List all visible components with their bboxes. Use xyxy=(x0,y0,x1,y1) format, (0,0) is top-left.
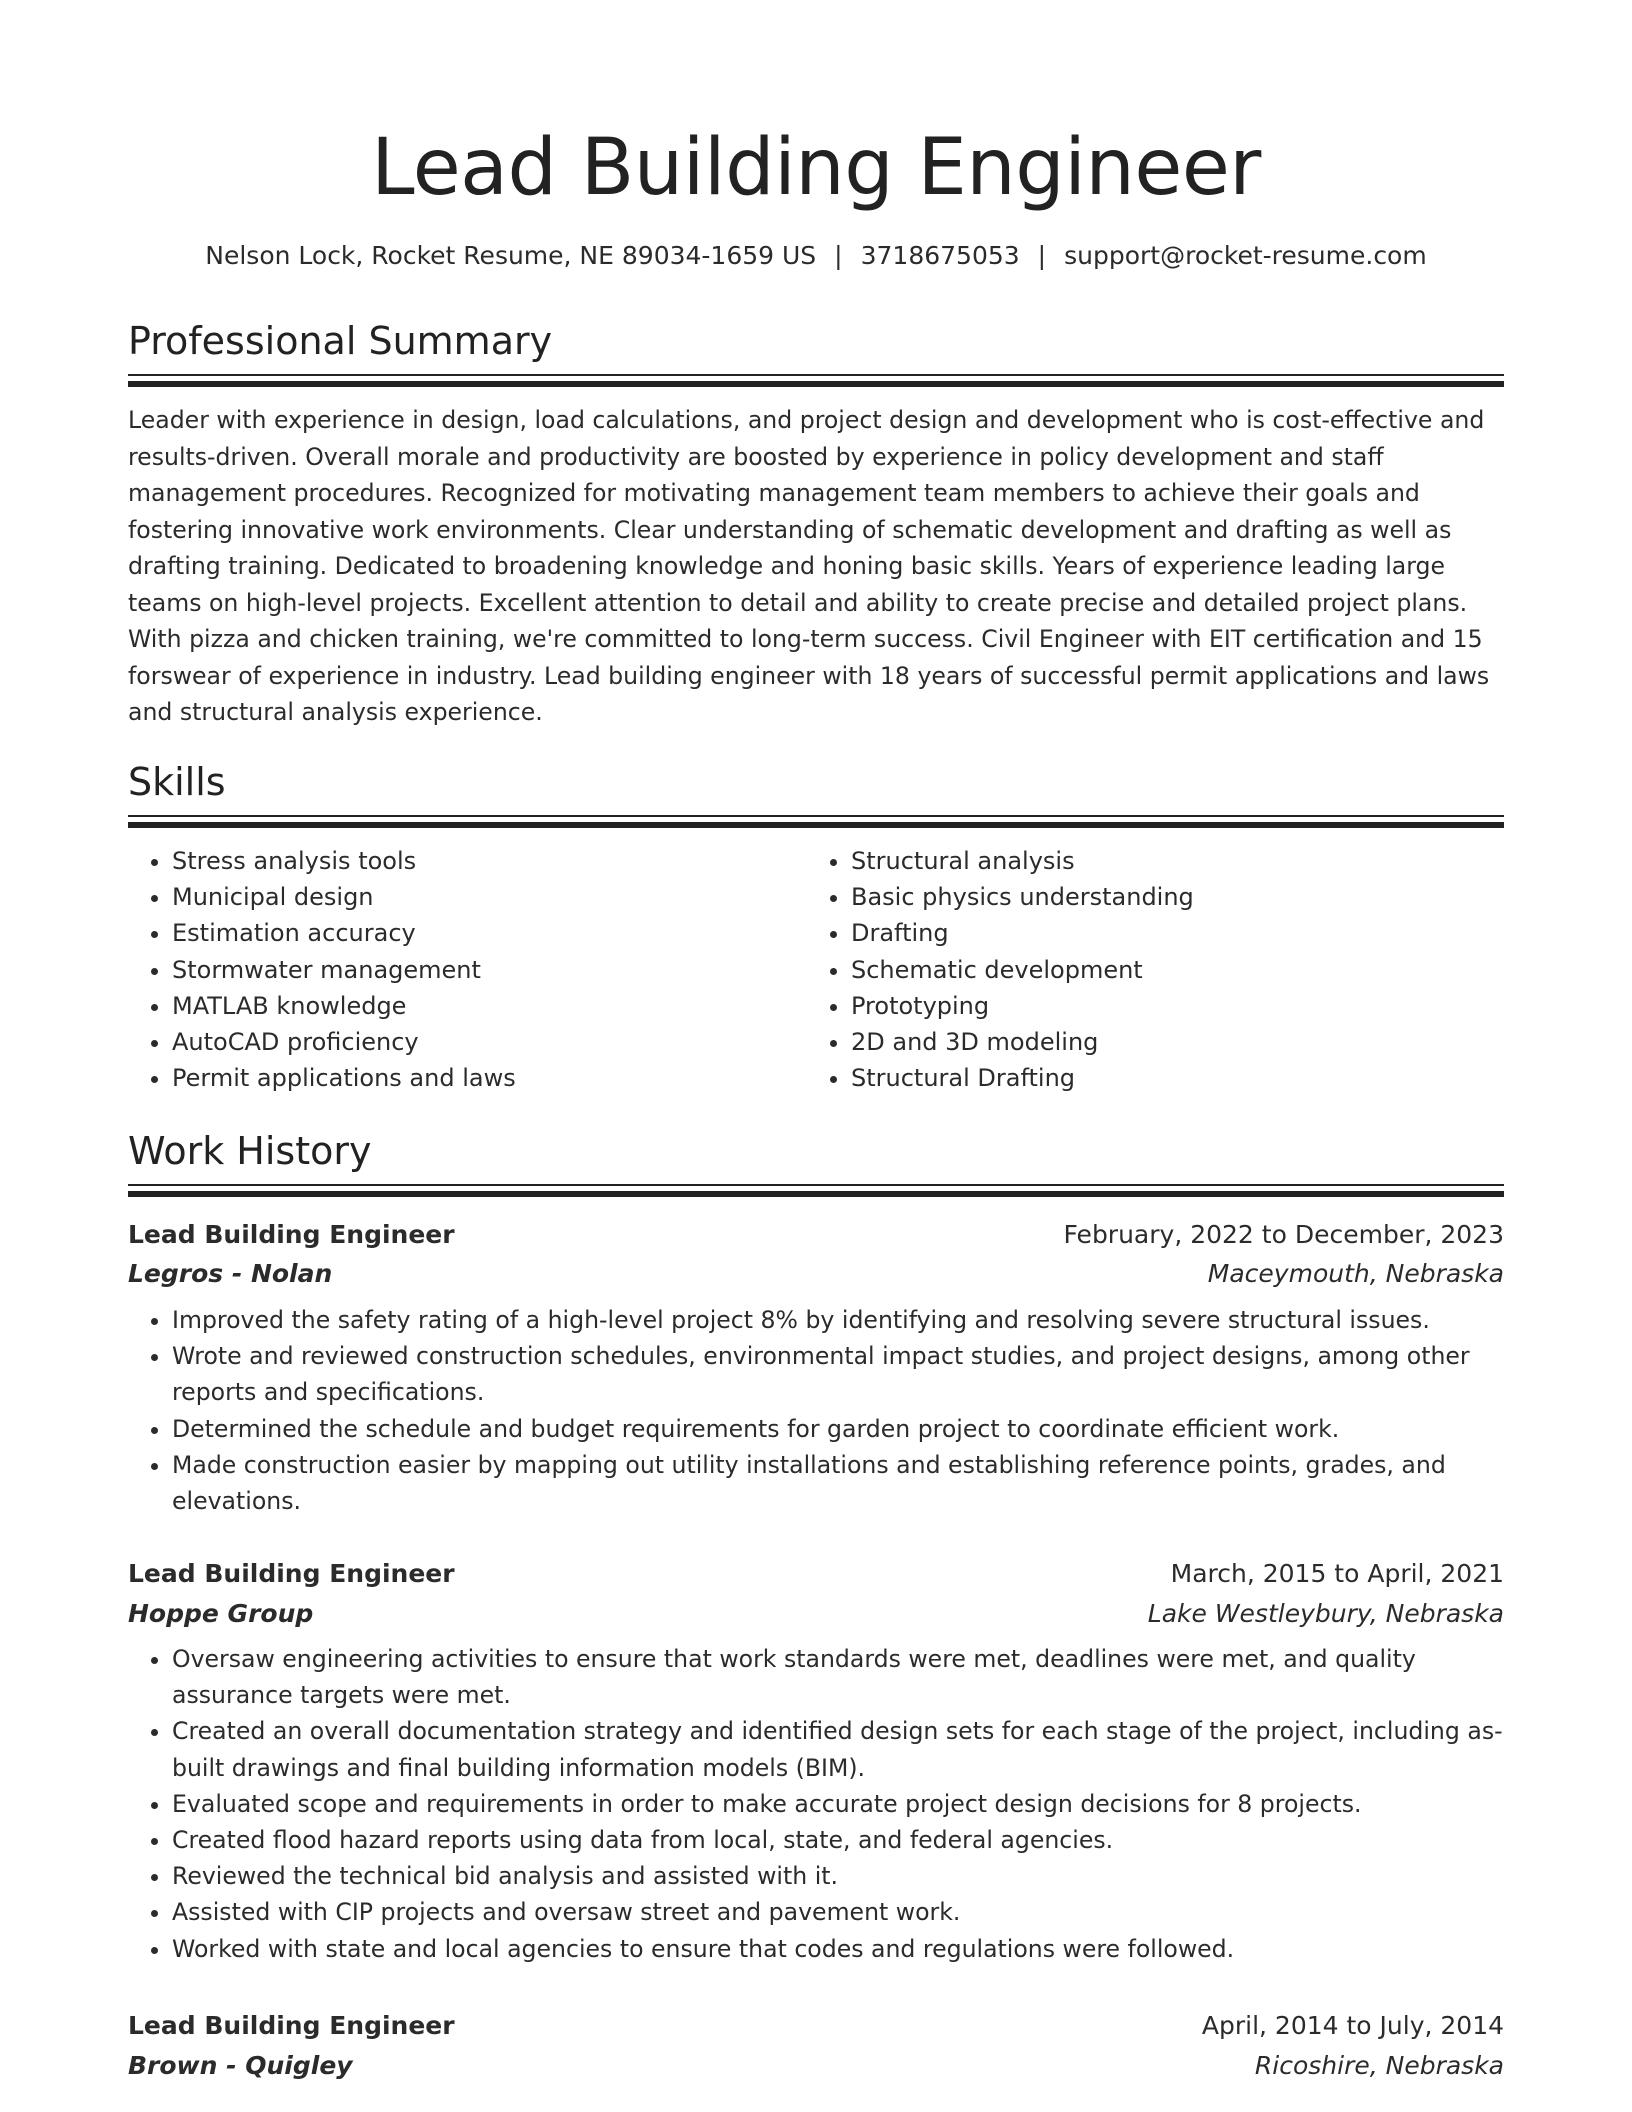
skill-item: • Schematic development xyxy=(851,952,1491,988)
skill-item: • Permit applications and laws xyxy=(172,1060,812,1096)
job-bullet: • Wrote and reviewed construction schedules, environmental impact studies, and project designs, among other reports and specifications. xyxy=(172,1338,1504,1410)
skill-item: • Prototyping xyxy=(851,988,1491,1024)
job-company: Brown - Quigley xyxy=(128,2051,353,2080)
skill-item: • MATLAB knowledge xyxy=(172,988,812,1024)
work-history-heading: Work History xyxy=(128,1129,372,1173)
resume-title: Lead Building Engineer xyxy=(371,123,1261,213)
job-location: Lake Westleybury, Nebraska xyxy=(1147,1599,1504,1628)
job-dates: March, 2015 to April, 2021 xyxy=(1170,1559,1504,1588)
summary-heading: Professional Summary xyxy=(128,319,553,363)
job-location: Maceymouth, Nebraska xyxy=(1207,1259,1504,1288)
contact-separator: | xyxy=(834,241,843,270)
skills-heading: Skills xyxy=(128,760,226,804)
job-title: Lead Building Engineer xyxy=(128,2011,455,2040)
skill-item: • 2D and 3D modeling xyxy=(851,1024,1491,1060)
skill-item: • Municipal design xyxy=(172,879,812,915)
job-bullet: • Evaluated scope and requirements in order to make accurate project design decisions for 8 projects. xyxy=(172,1786,1504,1822)
job-company: Legros - Nolan xyxy=(128,1259,333,1288)
skills-list-right xyxy=(807,843,1491,1096)
job-bullet: • Assisted with CIP projects and oversaw street and pavement work. xyxy=(172,1894,1504,1930)
contact-phone: 3718675053 xyxy=(860,241,1020,270)
job-bullet: • Worked with state and local agencies to ensure that codes and regulations were followed. xyxy=(172,1931,1504,1967)
job-location: Ricoshire, Nebraska xyxy=(1254,2051,1504,2080)
skill-item: • AutoCAD proficiency xyxy=(172,1024,812,1060)
contact-email: support@rocket-resume.com xyxy=(1064,241,1427,270)
skill-item: • Structural analysis xyxy=(851,843,1491,879)
job-bullets xyxy=(128,1641,1504,1967)
job-bullet: • Reviewed the technical bid analysis and assisted with it. xyxy=(172,1858,1504,1894)
skill-item: • Structural Drafting xyxy=(851,1060,1491,1096)
job-title: Lead Building Engineer xyxy=(128,1220,455,1249)
job-bullet: • Created an overall documentation strategy and identified design sets for each stage of the project, including as-built drawings and final building information models (BIM). xyxy=(172,1713,1504,1785)
job-bullet: • Created flood hazard reports using data from local, state, and federal agencies. xyxy=(172,1822,1504,1858)
section-divider xyxy=(128,374,1504,388)
skill-item: • Stress analysis tools xyxy=(172,843,812,879)
skill-item: • Basic physics understanding xyxy=(851,879,1491,915)
summary-text: Leader with experience in design, load calculations, and project design and development who is cost-effective and results-driven. Overall morale and productivity are boosted by experience in policy development and staff management procedures. Recognized for motivating management team members to achieve their goals and fostering innovative work environments. Clear understanding of schematic development and drafting as well as drafting training. Dedicated to broadening knowledge and honing basic skills. Years of experience leading large teams on high-level projects. Excellent attention to detail and ability to create precise and detailed project plans. With pizza and chicken training, we're committed to long-term success. Civil Engineer with EIT certification and 15 forswear of experience in industry. Lead building engineer with 18 years of successful permit applications and laws and structural analysis experience. xyxy=(128,406,1490,726)
contact-line xyxy=(128,238,1504,274)
section-divider xyxy=(128,1184,1504,1198)
skill-item: • Estimation accuracy xyxy=(172,915,812,951)
contact-separator: | xyxy=(1037,241,1047,270)
job-company: Hoppe Group xyxy=(128,1599,314,1628)
contact-address: Nelson Lock, Rocket Resume, NE 89034-1659 US xyxy=(205,241,817,270)
job-title: Lead Building Engineer xyxy=(128,1559,455,1588)
skill-item: • Stormwater management xyxy=(172,952,812,988)
job-dates: April, 2014 to July, 2014 xyxy=(1201,2011,1504,2040)
skill-item: • Drafting xyxy=(851,915,1491,951)
job-dates: February, 2022 to December, 2023 xyxy=(1063,1220,1504,1249)
job-bullet: • Made construction easier by mapping out utility installations and establishing reference points, grades, and elevations. xyxy=(172,1447,1504,1519)
job-bullet: • Oversaw engineering activities to ensure that work standards were met, deadlines were met, and quality assurance targets were met. xyxy=(172,1641,1504,1713)
section-divider xyxy=(128,815,1504,829)
skills-list-left xyxy=(128,843,812,1096)
job-bullet: • Improved the safety rating of a high-level project 8% by identifying and resolving severe structural issues. xyxy=(172,1302,1504,1338)
job-bullets xyxy=(128,1302,1504,1519)
job-bullet: • Determined the schedule and budget requirements for garden project to coordinate efficient work. xyxy=(172,1411,1504,1447)
